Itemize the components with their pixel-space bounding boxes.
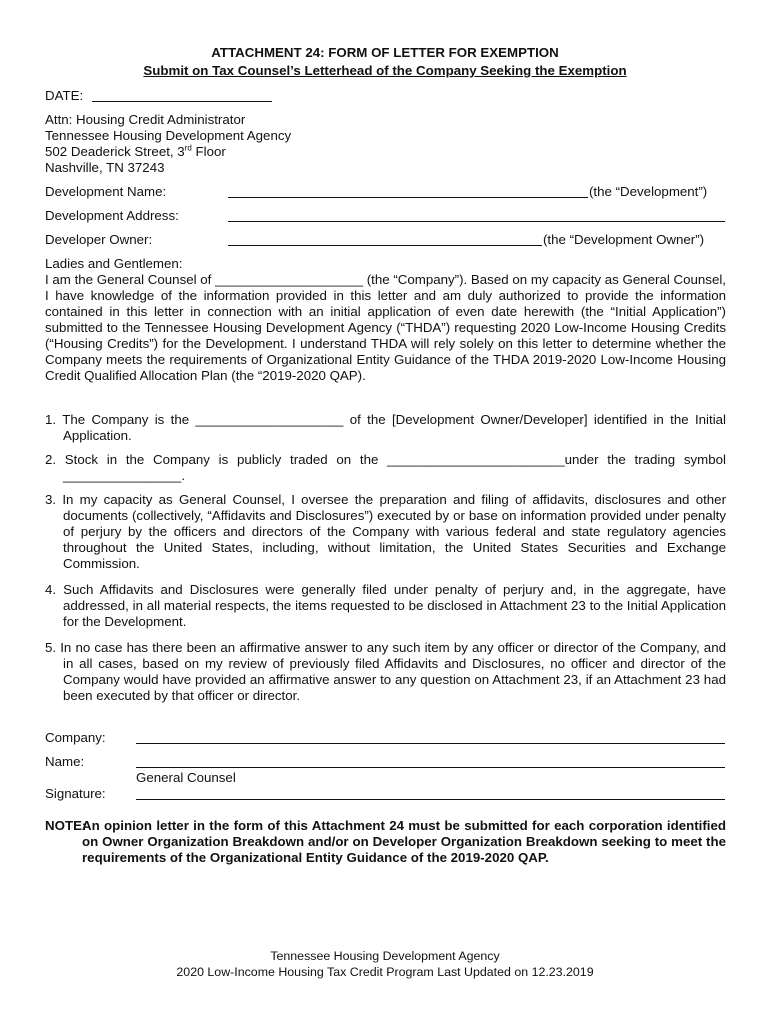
date-field[interactable] <box>92 101 272 102</box>
signature-field[interactable] <box>136 799 725 800</box>
address-city: Nashville, TN 37243 <box>45 160 165 175</box>
company-field[interactable] <box>136 743 725 744</box>
salutation: Ladies and Gentlemen: <box>45 256 183 271</box>
signature-label: Signature: <box>45 786 106 801</box>
address-attn: Attn: Housing Credit Administrator <box>45 112 246 127</box>
development-name-field[interactable] <box>228 197 588 198</box>
name-caption: General Counsel <box>136 770 236 785</box>
footer-program: 2020 Low-Income Housing Tax Credit Program Last Updated on 12.23.2019 <box>176 965 594 979</box>
company-label: Company: <box>45 730 106 745</box>
page-title: ATTACHMENT 24: FORM OF LETTER FOR EXEMPTION <box>211 45 559 60</box>
developer-owner-suffix: (the “Development Owner”) <box>543 232 705 247</box>
address-street: 502 Deaderick Street, 3rd Floor <box>45 143 226 159</box>
name-field[interactable] <box>136 767 725 768</box>
note-label: NOTE: <box>45 818 87 833</box>
intro-paragraph: I am the General Counsel of ____________________ (the “Company”). Based on my capacity as General Counsel, I have knowledge of the information provided in this letter and am duly authorized to provide the information contained in this letter in connection with an initial application of even date herewith (the “Initial Application”) submitted to the Tennessee Housing Development Agency (“THDA”) requesting 2020 Low-Income Housing Credits (“Housing Credits”) for the Development. I understand THDA will rely solely on this letter to determine whether the Company meets the requirements of Organizational Entity Guidance of the THDA 2019-2020 Low-Income Housing Credit Qualified Allocation Plan (the “2019-2020 QAP). <box>45 272 726 383</box>
date-label: DATE: <box>45 88 84 103</box>
address-agency: Tennessee Housing Development Agency <box>45 128 292 143</box>
note-paragraph <box>45 818 726 866</box>
list-item-1: 1. The Company is the ____________________ of the [Development Owner/Developer] identified in the Initial Application. <box>45 412 726 443</box>
development-address-label: Development Address: <box>45 208 179 223</box>
name-label: Name: <box>45 754 85 769</box>
page-subtitle: Submit on Tax Counsel’s Letterhead of the Company Seeking the Exemption <box>143 63 627 78</box>
developer-owner-field[interactable] <box>228 245 542 246</box>
list-item-2: 2. Stock in the Company is publicly traded on the ________________________under the trading symbol ________________. <box>45 452 726 483</box>
list-item-5: 5. In no case has there been an affirmative answer to any such item by any officer or director of the Company, and in all cases, based on my review of previously filed Affidavits and Disclosures, no officer and director of the Company would have provided an affirmative answer to any question on Attachment 23, if an Attachment 23 had been executed by that officer or director. <box>45 640 726 703</box>
development-address-field[interactable] <box>228 221 725 222</box>
footer-agency: Tennessee Housing Development Agency <box>270 949 500 963</box>
development-name-suffix: (the “Development”) <box>589 184 708 199</box>
development-name-label: Development Name: <box>45 184 167 199</box>
note-text: An opinion letter in the form of this Attachment 24 must be submitted for each corporation identified on Owner Organization Breakdown and/or on Developer Organization Breakdown seeking to meet the requirements of the Organizational Entity Guidance of the 2019-2020 QAP. <box>82 818 726 865</box>
list-item-3: 3. In my capacity as General Counsel, I oversee the preparation and filing of affidavits, disclosures and other documents (collectively, “Affidavits and Disclosures”) executed by or base on information provided under penalty of perjury by the officers and directors of the Company with various federal and state regulatory agencies throughout the United States, including, without limitation, the United States Securities and Exchange Commission. <box>45 492 726 571</box>
list-item-4: 4. Such Affidavits and Disclosures were generally filed under penalty of perjury and, in the aggregate, have addressed, in all material respects, the items requested to be disclosed in Attachment 23 to the Initial Application for the Development. <box>45 582 726 629</box>
developer-owner-label: Developer Owner: <box>45 232 153 247</box>
